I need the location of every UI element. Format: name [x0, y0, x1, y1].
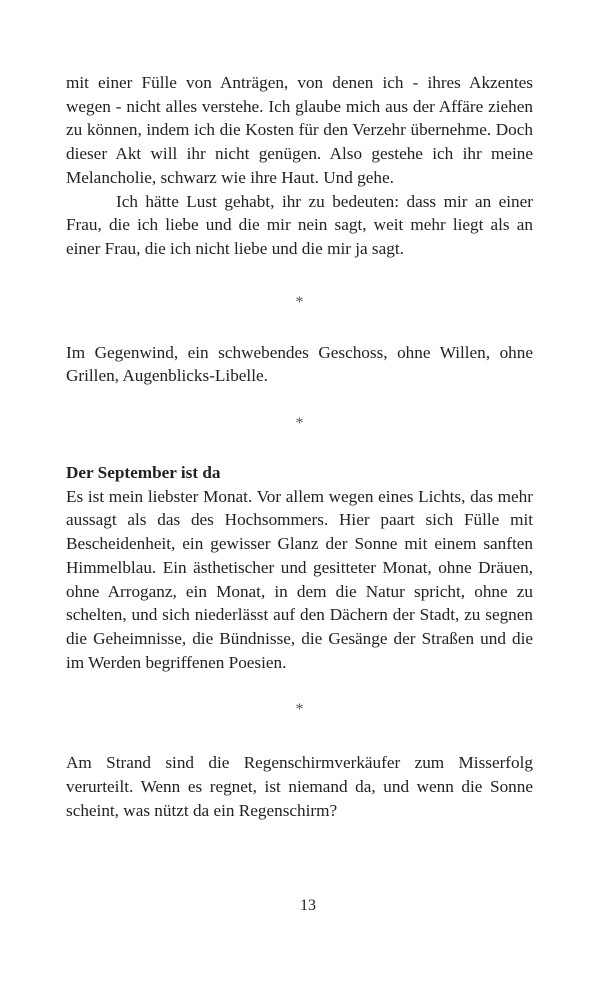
section-heading: Der September ist da: [66, 463, 221, 483]
paragraph-strand: Am Strand sind die Regenschirmverkäufer zum Misserfolg verurteilt. Wenn es regnet, ist niemand da, und wenn die Sonne scheint, was nützt da ein Regenschirm?: [66, 753, 533, 820]
paragraph-continued: mit einer Fülle von Anträgen, von denen ich - ihres Akzentes wegen - nicht alles verstehe. Ich glaube mich aus der Affäre ziehen zu können, indem ich die Kosten für den Verzehr übernehme. Doch dieser Akt will ihr nicht genügen. Also gestehe ich ihr meine Melancholie, schwarz wie ihre Haut. Und gehe.: [66, 73, 533, 187]
paragraph-gegenwind: Im Gegenwind, ein schwebendes Geschoss, ohne Willen, ohne Grillen, Augenblicks-Libelle.: [66, 342, 533, 386]
page-body: [66, 71, 533, 822]
section-separator: *: [295, 415, 304, 433]
section-separator: *: [295, 293, 304, 311]
section-separator: *: [295, 701, 304, 719]
paragraph-september: Es ist mein liebster Monat. Vor allem wegen eines Lichts, das mehr aussagt als das des Hochsommers. Hier paart sich Fülle mit Bescheidenheit, ein gewisser Glanz der Sonne mit einem sanften Himmelblau. Ein ästhetischer und gesitteter Monat, ohne Dräuen, ohne Arroganz, ein Monat, in dem die Natur spricht, ohne zu schelten, und sich niederlässt auf den Dächern der Stadt, zu segnen die Geheimnisse, die Bündnisse, die Gesänge der Straßen und die im Werden begriffenen Poesien.: [66, 486, 533, 672]
page-number: 13: [300, 897, 316, 914]
paragraph-lust: Ich hätte Lust gehabt, ihr zu bedeuten: dass mir an einer Frau, die ich liebe und die mir nein sagt, weit mehr liegt als an einer Frau, die ich nicht liebe und die mir ja sagt.: [66, 191, 533, 258]
